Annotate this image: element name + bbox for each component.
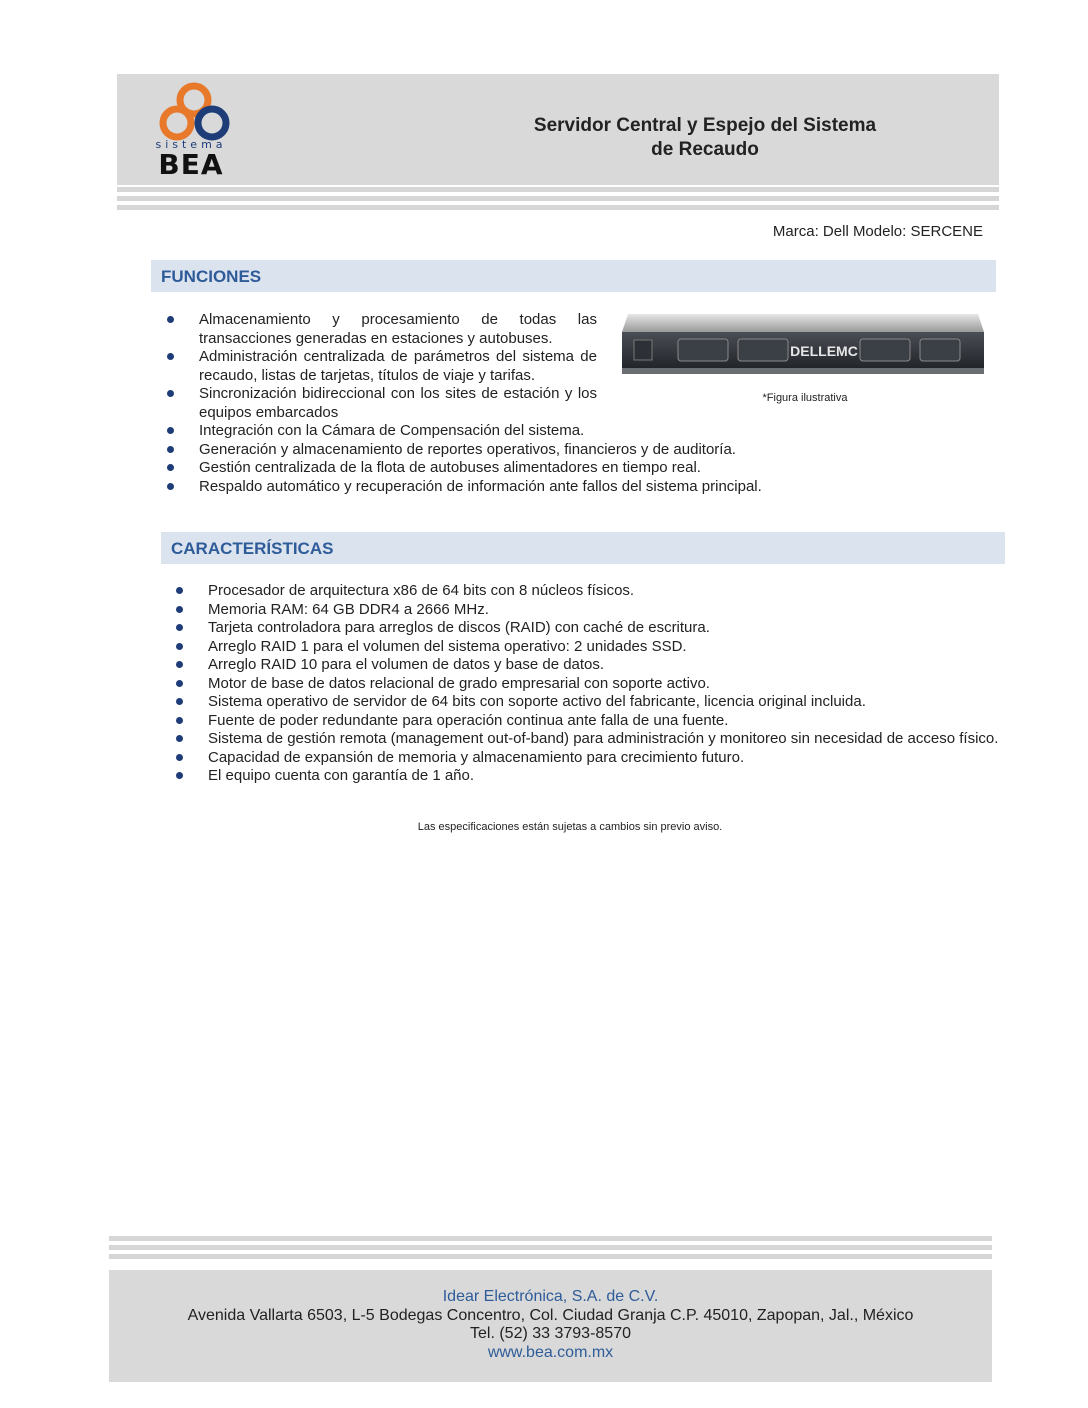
image-caption: *Figura ilustrativa: [762, 392, 848, 404]
bullet-icon: [176, 661, 183, 668]
logo-bea-text: BEA: [158, 148, 224, 181]
caracteristicas-list: [175, 582, 1000, 786]
header-stripes: [117, 187, 999, 214]
bullet-icon: [176, 643, 183, 650]
bullet-icon: [176, 717, 183, 724]
funciones-header: [151, 260, 996, 292]
list-item: Tarjeta controladora para arreglos de discos (RAID) con caché de escritura.: [175, 619, 1000, 638]
caracteristicas-header: [161, 532, 1005, 564]
bullet-icon: [167, 427, 174, 434]
bullet-icon: [167, 316, 174, 323]
footer-phone: Tel. (52) 33 3793-8570: [470, 1325, 631, 1342]
list-item: Almacenamiento y procesamiento de todas las transacciones generadas en estaciones y autobuses.: [166, 311, 597, 348]
bullet-icon: [167, 464, 174, 471]
bullet-icon: [167, 390, 174, 397]
title-line-1: Servidor Central y Espejo del Sistema: [533, 115, 877, 136]
disclaimer-note: Las especificaciones están sujetas a cambios sin previo aviso.: [417, 821, 723, 833]
list-item: Arreglo RAID 1 para el volumen del sistema operativo: 2 unidades SSD.: [175, 638, 1000, 657]
title-line-2: de Recaudo: [651, 139, 759, 160]
bullet-icon: [167, 353, 174, 360]
list-item: Sistema operativo de servidor de 64 bits con soporte activo del fabricante, licencia original incluida.: [175, 693, 1000, 712]
list-item: Respaldo automático y recuperación de información ante fallos del sistema principal.: [166, 478, 979, 497]
brand-model: Marca: Dell Modelo: SERCENE: [772, 223, 983, 240]
bullet-icon: [176, 587, 183, 594]
caracteristicas-title: CARACTERÍSTICAS: [171, 539, 334, 558]
footer: [109, 1270, 992, 1382]
footer-stripes: [109, 1236, 992, 1263]
bullet-icon: [176, 606, 183, 613]
bullet-icon: [167, 446, 174, 453]
footer-address: Avenida Vallarta 6503, L-5 Bodegas Concentro, Col. Ciudad Granja C.P. 45010, Zapopan, Jal., México: [187, 1306, 914, 1324]
bullet-icon: [176, 624, 183, 631]
bullet-icon: [176, 772, 183, 779]
bullet-icon: [176, 735, 183, 742]
footer-company: Idear Electrónica, S.A. de C.V.: [442, 1288, 659, 1305]
list-item: El equipo cuenta con garantía de 1 año.: [175, 767, 1000, 786]
bullet-icon: [176, 698, 183, 705]
server-image: [620, 306, 984, 388]
list-item: Memoria RAM: 64 GB DDR4 a 2666 MHz.: [175, 601, 1000, 620]
document-title: [500, 114, 910, 162]
list-item: Fuente de poder redundante para operación continua ante falla de una fuente.: [175, 712, 1000, 731]
funciones-title: FUNCIONES: [161, 267, 262, 286]
list-item: Gestión centralizada de la flota de autobuses alimentadores en tiempo real.: [166, 459, 979, 478]
footer-website-link[interactable]: www.bea.com.mx: [487, 1343, 614, 1361]
bullet-icon: [176, 754, 183, 761]
list-item: Motor de base de datos relacional de grado empresarial con soporte activo.: [175, 675, 1000, 694]
logo-sistema-text: sistema: [155, 138, 227, 151]
list-item: Arreglo RAID 10 para el volumen de datos y base de datos.: [175, 656, 1000, 675]
bullet-icon: [167, 483, 174, 490]
list-item: Procesador de arquitectura x86 de 64 bits con 8 núcleos físicos.: [175, 582, 1000, 601]
list-item: Administración centralizada de parámetros del sistema de recaudo, listas de tarjetas, títulos de viaje y tarifas.: [166, 348, 597, 385]
list-item: Generación y almacenamiento de reportes operativos, financieros y de auditoría.: [166, 441, 979, 460]
list-item: Integración con la Cámara de Compensación del sistema.: [166, 422, 979, 441]
list-item: Sistema de gestión remota (management out-of-band) para administración y monitoreo sin necesidad de acceso físico.: [175, 730, 1000, 749]
list-item: Capacidad de expansión de memoria y almacenamiento para crecimiento futuro.: [175, 749, 1000, 768]
server-brand-label: DELLEMC: [790, 343, 858, 359]
list-item: Sincronización bidireccional con los sites de estación y los equipos embarcados: [166, 385, 597, 422]
bullet-icon: [176, 680, 183, 687]
